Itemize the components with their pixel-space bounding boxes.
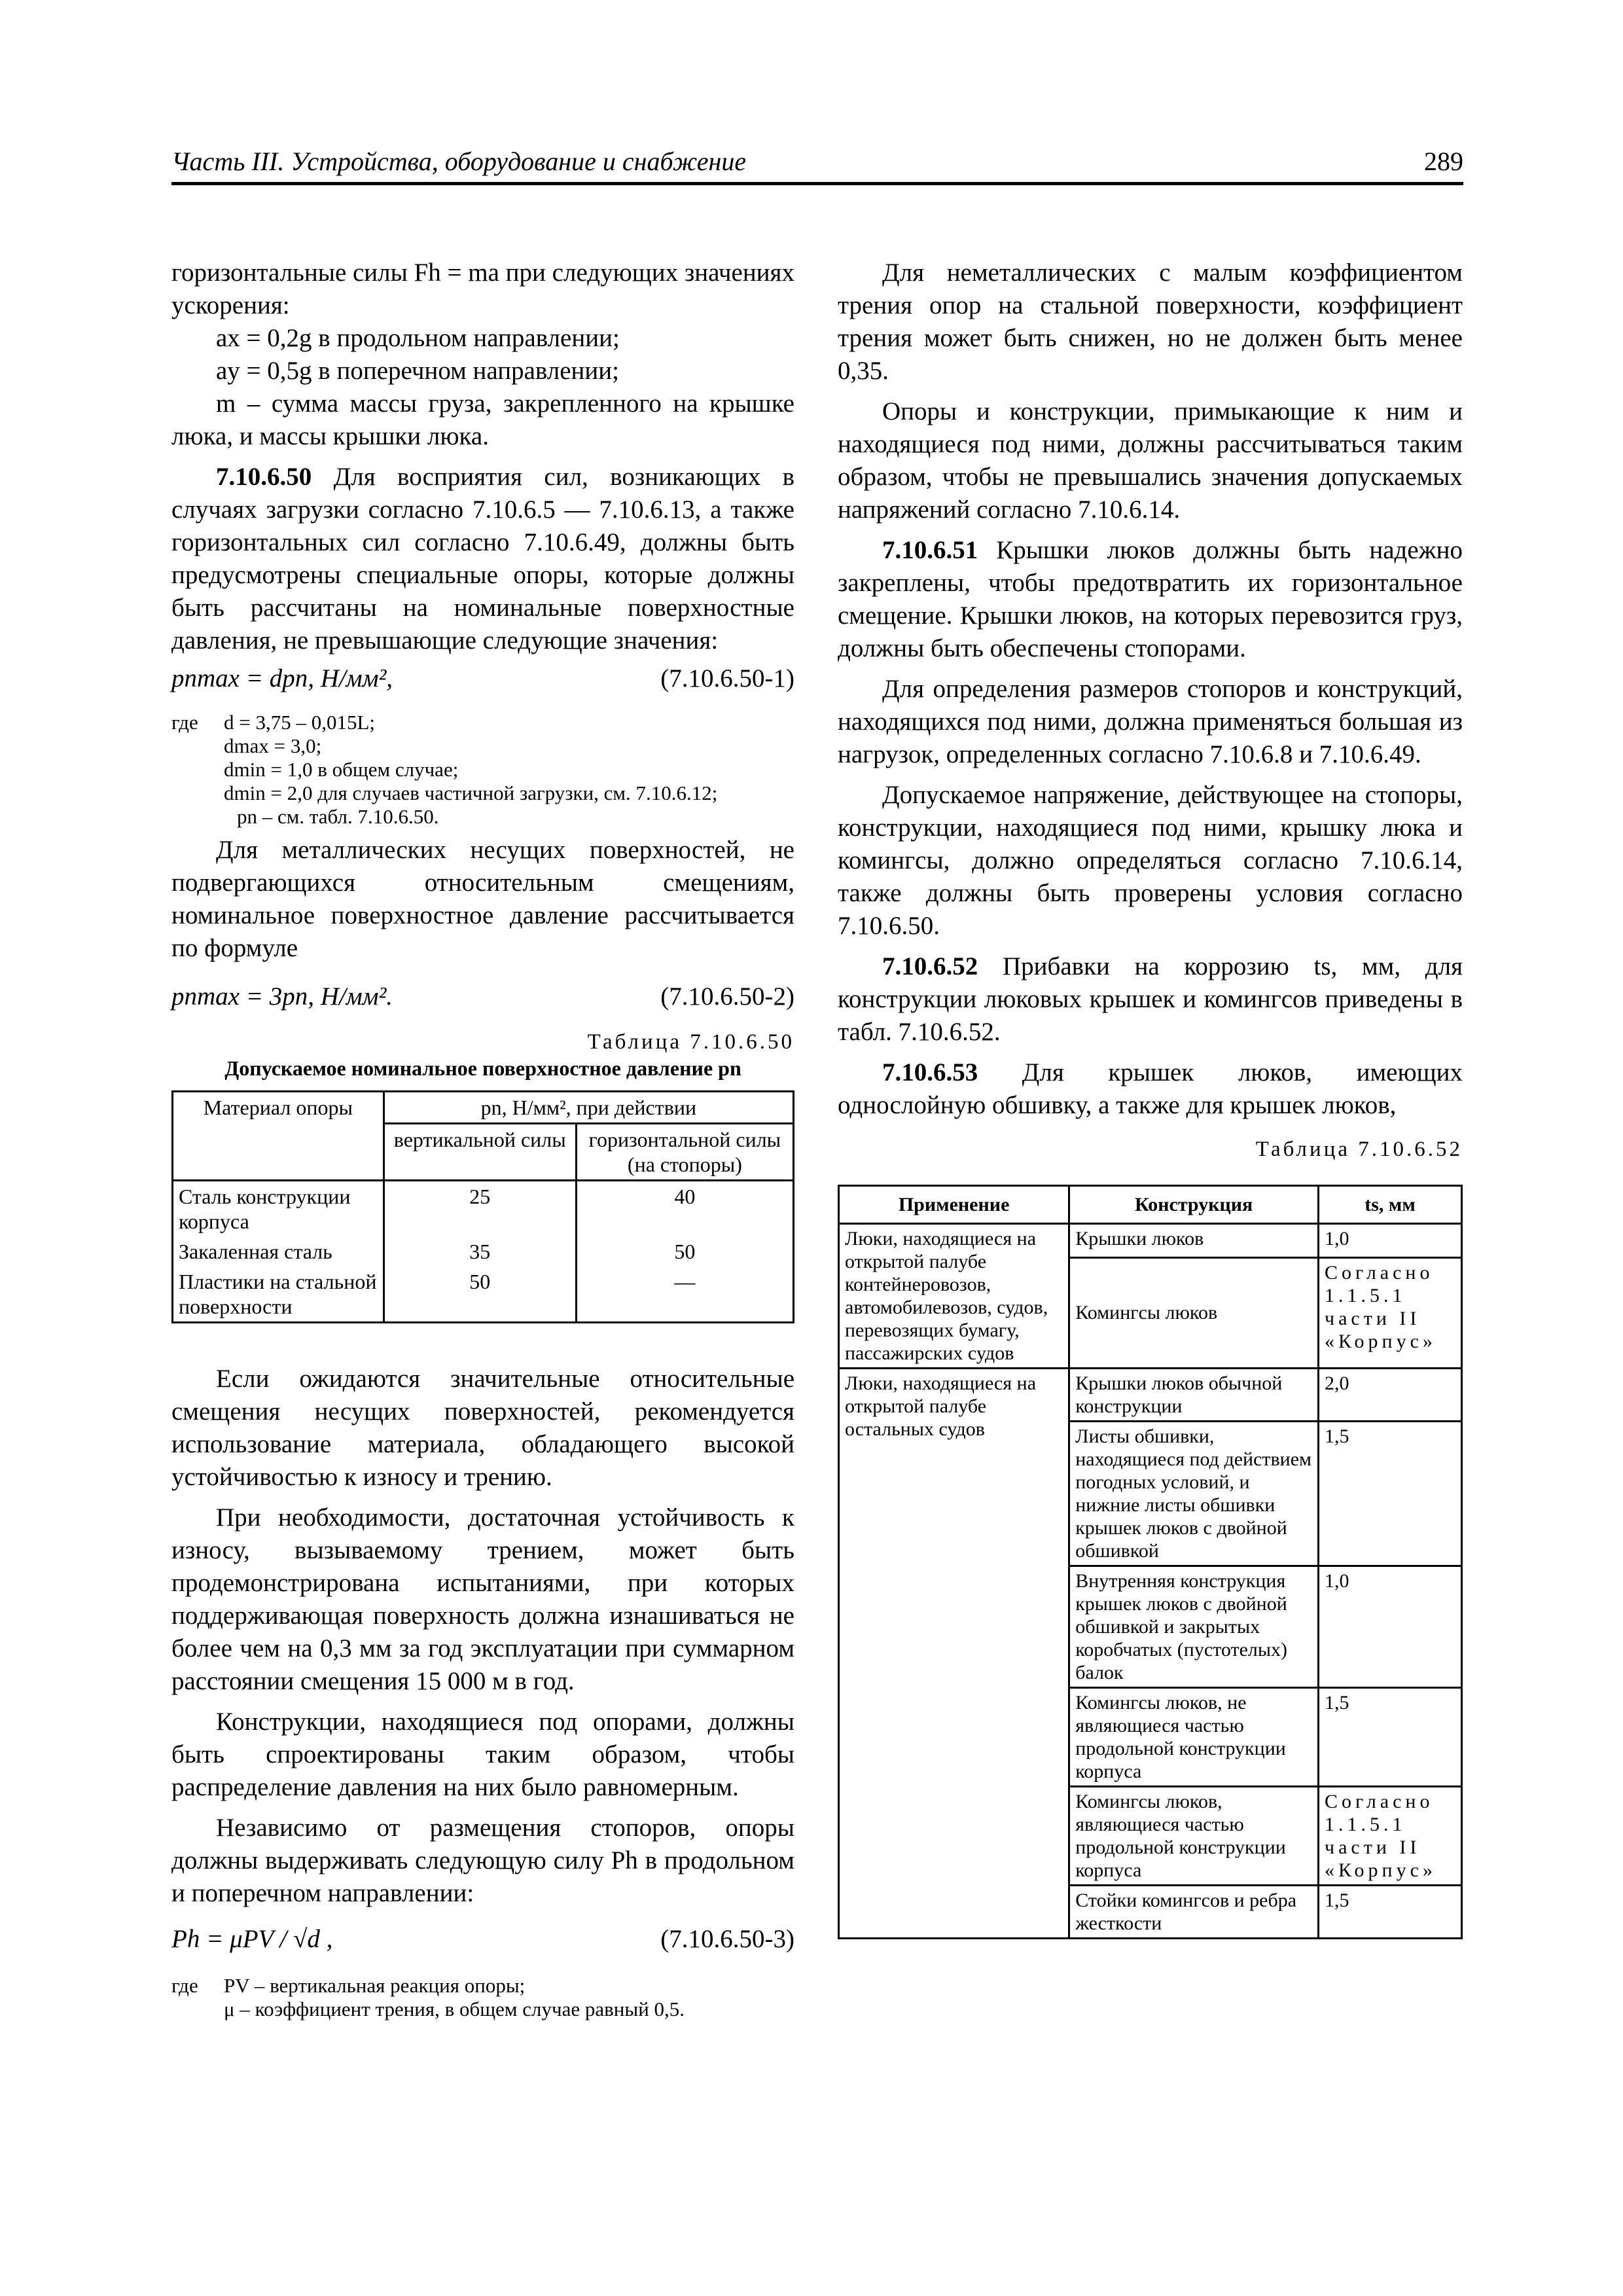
formula-number: (7.10.6.50-3) <box>660 1925 794 1953</box>
table-caption: Таблица 7.10.6.52 <box>1255 1138 1463 1161</box>
where-label: где <box>171 711 198 734</box>
cell-construction: Комингсы люков <box>1069 1257 1319 1368</box>
paragraph: Опоры и конструкции, примыкающие к ним и находящиеся под ними, должны рассчитываться таким образом, чтобы не превышались значения допускаемых напряжений согласно 7.10.6.14. <box>838 397 1463 524</box>
legend-item: PV – вертикальная реакция опоры; <box>224 1974 526 1997</box>
formula-3 <box>171 1923 794 1961</box>
formula-expression: Ph = μPV / √d , <box>171 1925 333 1953</box>
table-caption: Таблица 7.10.6.50 <box>587 1030 794 1054</box>
cell-ts: Согласно 1.1.5.1 части II «Корпус» <box>1319 1257 1462 1368</box>
paragraph: Конструкции, находящиеся под опорами, должны быть спроектированы таким образом, чтобы распределение давления на них было равномерным. <box>171 1708 794 1801</box>
header-ts: ts, мм <box>1319 1186 1462 1224</box>
cell-ts: 1,5 <box>1319 1422 1462 1566</box>
paragraph: При необходимости, достаточная устойчивость к износу, вызываемому трением, может быть продемонстрирована испытаниями, при которых поддерживающая поверхность должна изнашиваться не более чем на 0,3 мм за год эксплуатации при суммарном расстоянии смещения 15 000 м в год. <box>171 1503 794 1695</box>
header-pn: pn, Н/мм², при действии <box>383 1092 793 1124</box>
paragraph: Для металлических несущих поверхностей, не подвергающихся относительным смещениям, номинальное поверхностное давление рассчитывается по формуле <box>171 836 794 962</box>
cell-construction: Комингсы люков, не являющиеся частью продольной конструкции корпуса <box>1069 1688 1319 1787</box>
cell-ts: 1,0 <box>1319 1224 1462 1258</box>
formula-number: (7.10.6.50-2) <box>660 982 794 1011</box>
paragraph: Для неметаллических с малым коэффициентом трения опор на стальной поверхности, коэффициент трения может быть снижен, но не должен быть менее 0,35. <box>838 259 1463 385</box>
section-7-10-6-52 <box>838 950 1463 1049</box>
table-title: Допускаемое номинальное поверхностное давление pn <box>224 1056 741 1080</box>
cell-construction: Стойки комингсов и ребра жесткости <box>1069 1886 1319 1939</box>
cell-ts: 1,0 <box>1319 1566 1462 1688</box>
section-number: 7.10.6.51 <box>882 536 978 564</box>
paragraph: Допускаемое напряжение, действующее на стопоры, конструкции, находящиеся под ними, крышку люка и комингсы, должно определяться согласно 7.10.6.14, также должны быть проверены условия согласно 7.10.6.50. <box>838 781 1463 940</box>
cell-material: Сталь конструкции корпуса <box>173 1181 384 1237</box>
header-construction: Конструкция <box>1069 1186 1319 1224</box>
cell-material: Пластики на стальной поверхности <box>173 1266 384 1323</box>
formula-legend <box>171 711 794 829</box>
cell-construction: Листы обшивки, находящиеся под действием погодных условий, и нижние листы обшивки крышек люков с двойной обшивкой <box>1069 1422 1319 1566</box>
section-text: Прибавки на коррозию ts, мм, для конструкции люковых крышек и комингсов приведены в табл. 7.10.6.52. <box>838 952 1463 1046</box>
section-7-10-6-50 <box>171 461 794 657</box>
section-number: 7.10.6.52 <box>882 952 978 980</box>
cell-ts: Согласно 1.1.5.1 части II «Корпус» <box>1319 1787 1462 1886</box>
table-row <box>839 1224 1462 1258</box>
cell-horizontal: — <box>576 1266 793 1323</box>
cell-application: Люки, находящиеся на открытой палубе контейнеровозов, автомобилевозов, судов, перевозящих бумагу, пассажирских судов <box>839 1224 1069 1369</box>
paragraph: Независимо от размещения стопоров, опоры должны выдерживать следующую силу Ph в продольном и поперечном направлении: <box>171 1814 794 1907</box>
legend-item: dmax = 3,0; <box>224 734 322 757</box>
cell-horizontal: 50 <box>576 1236 793 1266</box>
table-row <box>173 1181 794 1237</box>
table-7-10-6-52 <box>838 1185 1463 1939</box>
left-column <box>171 257 794 2026</box>
where-label: где <box>171 1974 198 1997</box>
cell-vertical: 25 <box>383 1181 576 1237</box>
paragraph: горизонтальные силы Fh = ma при следующих значениях ускорения: <box>171 259 794 319</box>
formula-1 <box>171 662 794 700</box>
section-text: Для крышек люков, имеющих однослойную обшивку, а также для крышек люков, <box>838 1058 1463 1119</box>
cell-ts: 2,0 <box>1319 1369 1462 1422</box>
table-row <box>173 1266 794 1323</box>
header-application: Применение <box>839 1186 1069 1224</box>
right-column <box>838 257 1463 1939</box>
paragraph: Если ожидаются значительные относительные смещения несущих поверхностей, рекомендуется использование материала, обладающего высокой устойчивостью к износу и трению. <box>171 1365 794 1491</box>
header-horizontal: горизонтальной силы (на стопоры) <box>576 1124 793 1181</box>
header-vertical: вертикальной силы <box>383 1124 576 1181</box>
legend-item: dmin = 2,0 для случаев частичной загрузки, см. 7.10.6.12; <box>224 781 718 804</box>
cell-vertical: 50 <box>383 1266 576 1323</box>
formula-legend <box>171 1974 794 2021</box>
cell-ts: 1,5 <box>1319 1688 1462 1787</box>
formula-expression: pnmax = dpn, Н/мм², <box>171 664 393 692</box>
page-number: 289 <box>1424 147 1463 176</box>
legend-item: dmin = 1,0 в общем случае; <box>224 758 459 781</box>
cell-ts: 1,5 <box>1319 1886 1462 1939</box>
cell-construction: Крышки люков <box>1069 1224 1319 1258</box>
cell-vertical: 35 <box>383 1236 576 1266</box>
table-7-10-6-50 <box>171 1090 794 1323</box>
paragraph: m – сумма массы груза, закрепленного на крышке люка, и массы крышки люка. <box>171 389 794 450</box>
section-text: Крышки люков должны быть надежно закреплены, чтобы предотвратить их горизонтальное смещение. Крышки люков, на которых перевозится груз, должны быть обеспечены стопорами. <box>838 536 1463 662</box>
legend-item: pn – см. табл. 7.10.6.50. <box>237 805 439 828</box>
section-7-10-6-53 <box>838 1056 1463 1122</box>
paragraph: Для определения размеров стопоров и конструкций, находящихся под ними, должна применяться большая из нагрузок, определенных согласно 7.10.6.8 и 7.10.6.49. <box>838 675 1463 768</box>
cell-material: Закаленная сталь <box>173 1236 384 1266</box>
legend-item: d = 3,75 – 0,015L; <box>224 711 376 734</box>
formula-ay: ay = 0,5g в поперечном направлении; <box>216 357 620 385</box>
formula-number: (7.10.6.50-1) <box>660 664 794 692</box>
cell-application: Люки, находящиеся на открытой палубе остальных судов <box>839 1369 1069 1939</box>
section-number: 7.10.6.50 <box>216 463 312 491</box>
formula-ax: ax = 0,2g в продольном направлении; <box>216 324 620 352</box>
section-7-10-6-51 <box>838 534 1463 665</box>
page-header <box>171 140 1463 185</box>
formula-2 <box>171 980 794 1018</box>
header-material: Материал опоры <box>173 1092 384 1181</box>
cell-horizontal: 40 <box>576 1181 793 1237</box>
cell-construction: Крышки люков обычной конструкции <box>1069 1369 1319 1422</box>
table-row <box>173 1236 794 1266</box>
legend-item: μ – коэффициент трения, в общем случае равный 0,5. <box>224 1998 685 2020</box>
running-title: Часть III. Устройства, оборудование и снабжение <box>171 147 747 176</box>
cell-construction: Внутренняя конструкция крышек люков с двойной обшивкой и закрытых коробчатых (пустотелых) балок <box>1069 1566 1319 1688</box>
cell-construction: Комингсы люков, являющиеся частью продольной конструкции корпуса <box>1069 1787 1319 1886</box>
section-number: 7.10.6.53 <box>882 1058 978 1086</box>
table-row <box>839 1369 1462 1422</box>
formula-expression: pnmax = 3pn, Н/мм². <box>171 982 393 1011</box>
section-text: Для восприятия сил, возникающих в случаях загрузки согласно 7.10.6.5 — 7.10.6.13, а также горизонтальных сил согласно 7.10.6.49, должны быть предусмотрены специальные опоры, которые должны быть рассчитаны на номинальные поверхностные давления, не превышающие следующие значения: <box>171 463 795 655</box>
